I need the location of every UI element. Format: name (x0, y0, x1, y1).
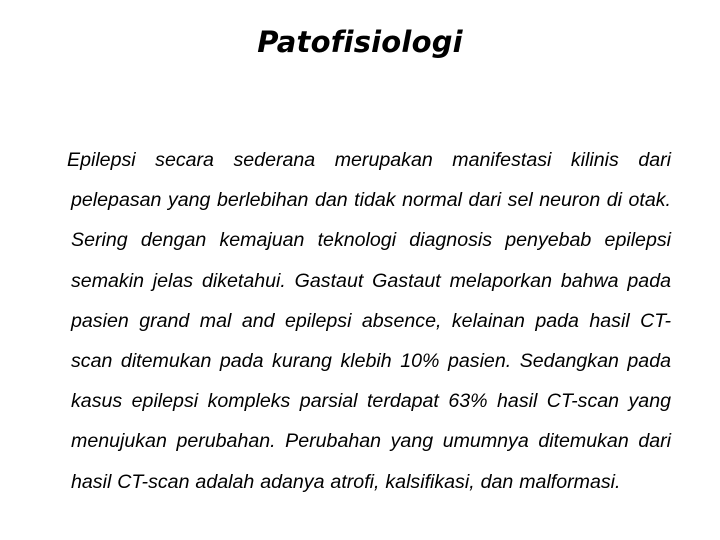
slide-title: Patofisiologi (257, 25, 463, 59)
slide-body-paragraph: Epilepsi secara sederana merupakan manifestasi kilinis dari pelepasan yang berlebihan dan tidak normal dari sel neuron di otak. Sering dengan kemajuan teknologi diagnosis penyebab epilepsi semakin jelas diketahui. Gastaut Gastaut melaporkan bahwa pada pasien grand mal and epilepsi absence, kelainan pada hasil CT- scan ditemukan pada kurang klebih 10% pasien. Sedangkan pada kasus epilepsi kompleks parsial terdapat 63% hasil CT-scan yang menujukan perubahan. Perubahan yang umumnya ditemukan dari hasil CT-scan adalah adanya atrofi, kalsifikasi, dan malformasi. (67, 149, 671, 493)
